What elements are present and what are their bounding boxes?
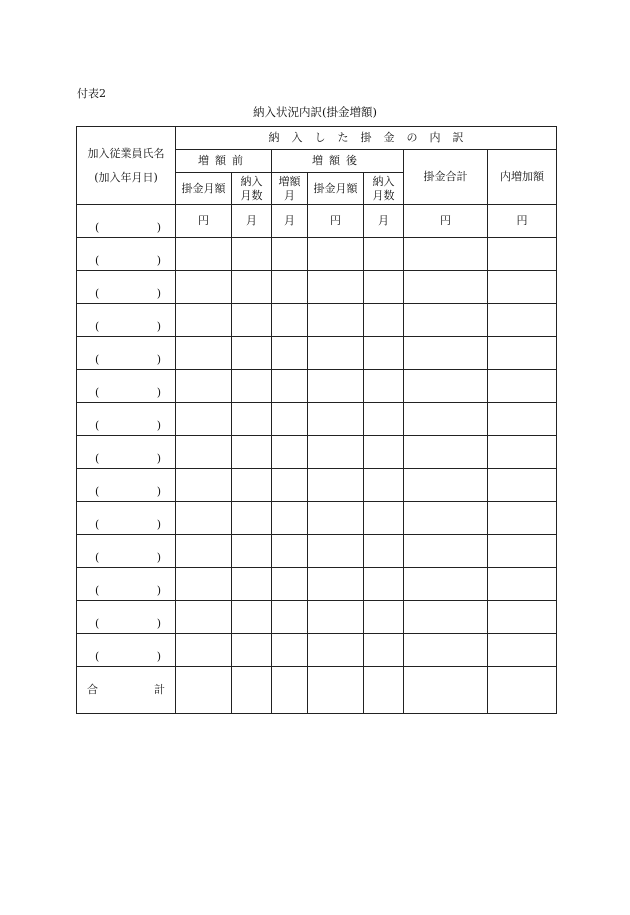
entry-cell[interactable] [488,601,557,634]
entry-cell[interactable] [404,403,488,436]
entry-cell[interactable] [308,238,364,271]
table-row [77,238,557,271]
entry-cell[interactable] [176,502,232,535]
paren-open: ( [95,386,100,400]
entry-cell[interactable] [488,403,557,436]
entry-cell[interactable] [308,271,364,304]
table-row [77,403,557,436]
total-label-cell [77,667,176,714]
entry-cell[interactable] [308,502,364,535]
entry-cell[interactable] [176,337,232,370]
before-monthly-premium-header: 掛金月額 [176,173,232,205]
employee-name-cell[interactable] [77,271,176,304]
employee-name-cell[interactable] [77,337,176,370]
entry-cell[interactable] [232,337,272,370]
paren-open: ( [95,518,100,532]
entry-cell[interactable] [404,535,488,568]
entry-cell[interactable] [176,601,232,634]
entry-cell[interactable] [488,238,557,271]
paren-close: ) [156,551,161,565]
before-paid-months-line2: 月数 [240,188,263,202]
entry-cell[interactable] [272,238,308,271]
table-row [77,370,557,403]
entry-cell[interactable] [404,436,488,469]
total-label-left: 合 [87,683,98,697]
employee-name-cell[interactable] [77,205,176,238]
paren-open: ( [95,287,100,301]
entry-cell[interactable] [176,634,232,667]
entry-cell[interactable] [404,337,488,370]
paren-open: ( [95,452,100,466]
entry-cell[interactable] [272,370,308,403]
entry-cell[interactable] [404,502,488,535]
table-row [77,205,557,238]
table-row [77,436,557,469]
entry-cell[interactable] [176,304,232,337]
contribution-breakdown-table [76,126,557,714]
entry-cell[interactable] [488,535,557,568]
paren-close: ) [156,221,161,235]
employee-name-header-line2: (加入年月日) [94,170,158,184]
after-paid-months-header [364,173,404,205]
increase-month-header [272,173,308,205]
employee-name-cell[interactable] [77,601,176,634]
table-row [77,535,557,568]
paren-open: ( [95,320,100,334]
total-cell[interactable] [308,667,364,714]
entry-cell[interactable] [404,304,488,337]
entry-cell[interactable] [272,601,308,634]
entry-cell[interactable] [176,535,232,568]
entry-cell[interactable] [404,568,488,601]
entry-cell[interactable] [488,370,557,403]
entry-cell[interactable] [488,337,557,370]
paren-close: ) [156,617,161,631]
entry-cell[interactable] [364,568,404,601]
entry-cell[interactable] [232,601,272,634]
paren-open: ( [95,419,100,433]
paren-close: ) [156,452,161,466]
paren-open: ( [95,584,100,598]
before-increase-header: 増額前 [176,150,272,173]
entry-cell[interactable] [272,502,308,535]
paren-open: ( [95,254,100,268]
entry-cell[interactable] [308,535,364,568]
employee-name-cell[interactable] [77,469,176,502]
entry-cell[interactable] [364,535,404,568]
entry-cell[interactable] [364,337,404,370]
paren-close: ) [156,320,161,334]
entry-cell[interactable] [232,634,272,667]
paren-open: ( [95,353,100,367]
increase-month-line1: 増額 [278,174,301,188]
entry-cell[interactable] [272,304,308,337]
entry-cell[interactable] [176,238,232,271]
entry-cell[interactable] [404,271,488,304]
entry-cell[interactable] [308,568,364,601]
paren-close: ) [156,518,161,532]
paren-close: ) [156,650,161,664]
entry-cell[interactable] [404,469,488,502]
total-cell[interactable] [176,667,232,714]
entry-cell[interactable] [488,436,557,469]
total-cell[interactable] [272,667,308,714]
entry-cell[interactable] [272,403,308,436]
unit-label: 円 [488,205,557,238]
entry-cell[interactable] [404,634,488,667]
after-monthly-premium-header: 掛金月額 [308,173,364,205]
before-paid-months-header [232,173,272,205]
increase-amount-header: 内増加額 [488,150,557,205]
employee-name-cell[interactable] [77,568,176,601]
employee-name-cell[interactable] [77,436,176,469]
entry-cell[interactable] [308,304,364,337]
table-row [77,568,557,601]
table-row [77,304,557,337]
entry-cell[interactable] [364,370,404,403]
paren-open: ( [95,221,100,235]
after-paid-months-line2: 月数 [372,188,395,202]
entry-cell[interactable] [308,370,364,403]
entry-cell[interactable] [364,238,404,271]
employee-name-header-line1: 加入従業員氏名 [87,146,165,160]
paren-open: ( [95,650,100,664]
entry-cell[interactable] [176,469,232,502]
entry-cell[interactable] [404,370,488,403]
entry-cell[interactable] [176,403,232,436]
entry-cell[interactable] [176,568,232,601]
entry-cell[interactable] [364,634,404,667]
unit-label: 円 [176,205,232,238]
unit-label: 円 [308,205,364,238]
entry-cell[interactable] [308,601,364,634]
entry-cell[interactable] [488,634,557,667]
paren-close: ) [156,254,161,268]
entry-cell[interactable] [232,436,272,469]
employee-name-cell[interactable] [77,403,176,436]
table-row [77,634,557,667]
unit-label: 月 [364,205,404,238]
employee-name-cell[interactable] [77,502,176,535]
entry-cell[interactable] [176,436,232,469]
employee-name-cell[interactable] [77,370,176,403]
paren-close: ) [156,485,161,499]
entry-cell[interactable] [364,403,404,436]
before-paid-months-line1: 納入 [240,174,263,188]
entry-cell[interactable] [232,403,272,436]
employee-name-cell[interactable] [77,238,176,271]
entry-cell[interactable] [272,469,308,502]
table-row [77,337,557,370]
employee-name-cell[interactable] [77,304,176,337]
paren-close: ) [156,287,161,301]
entry-cell[interactable] [488,568,557,601]
entry-cell[interactable] [272,535,308,568]
entry-cell[interactable] [272,436,308,469]
total-cell[interactable] [364,667,404,714]
attachment-label: 付表2 [77,87,106,100]
paren-open: ( [95,617,100,631]
entry-cell[interactable] [232,568,272,601]
paren-open: ( [95,485,100,499]
paren-close: ) [156,353,161,367]
entry-cell[interactable] [404,601,488,634]
paren-close: ) [156,584,161,598]
employee-name-cell[interactable] [77,634,176,667]
entry-cell[interactable] [364,271,404,304]
entry-cell[interactable] [364,436,404,469]
entry-cell[interactable] [176,271,232,304]
paren-close: ) [156,386,161,400]
entry-cell[interactable] [308,337,364,370]
total-premium-header: 掛金合計 [404,150,488,205]
entry-cell[interactable] [232,304,272,337]
after-increase-header: 増額後 [272,150,404,173]
entry-cell[interactable] [232,469,272,502]
entry-cell[interactable] [232,535,272,568]
entry-cell[interactable] [404,238,488,271]
total-cell[interactable] [404,667,488,714]
entry-cell[interactable] [308,436,364,469]
total-cell[interactable] [488,667,557,714]
entry-cell[interactable] [272,568,308,601]
entry-cell[interactable] [308,634,364,667]
total-row [77,667,557,714]
entry-cell[interactable] [308,403,364,436]
document-title: 納入状況内訳(掛金増額) [253,105,377,119]
entry-cell[interactable] [272,634,308,667]
entry-cell[interactable] [308,469,364,502]
unit-label: 月 [232,205,272,238]
entry-cell[interactable] [176,370,232,403]
employee-name-header [77,127,176,205]
table-row [77,601,557,634]
entry-cell[interactable] [364,469,404,502]
entry-cell[interactable] [364,502,404,535]
unit-label: 円 [404,205,488,238]
employee-name-cell[interactable] [77,535,176,568]
entry-cell[interactable] [232,370,272,403]
entry-cell[interactable] [488,469,557,502]
entry-cell[interactable] [232,271,272,304]
paren-close: ) [156,419,161,433]
entry-cell[interactable] [488,502,557,535]
after-paid-months-line1: 納入 [372,174,395,188]
entry-cell[interactable] [488,304,557,337]
total-cell[interactable] [232,667,272,714]
increase-month-line2: 月 [284,188,295,202]
entry-cell[interactable] [488,271,557,304]
table-row [77,469,557,502]
table-row [77,502,557,535]
entry-cell[interactable] [272,337,308,370]
total-label-right: 計 [154,683,165,697]
paren-open: ( [95,551,100,565]
breakdown-header: 納入した掛金の内訳 [176,127,557,150]
unit-label: 月 [272,205,308,238]
entry-cell[interactable] [272,271,308,304]
entry-cell[interactable] [232,502,272,535]
entry-cell[interactable] [232,238,272,271]
entry-cell[interactable] [364,304,404,337]
entry-cell[interactable] [364,601,404,634]
table-row [77,271,557,304]
